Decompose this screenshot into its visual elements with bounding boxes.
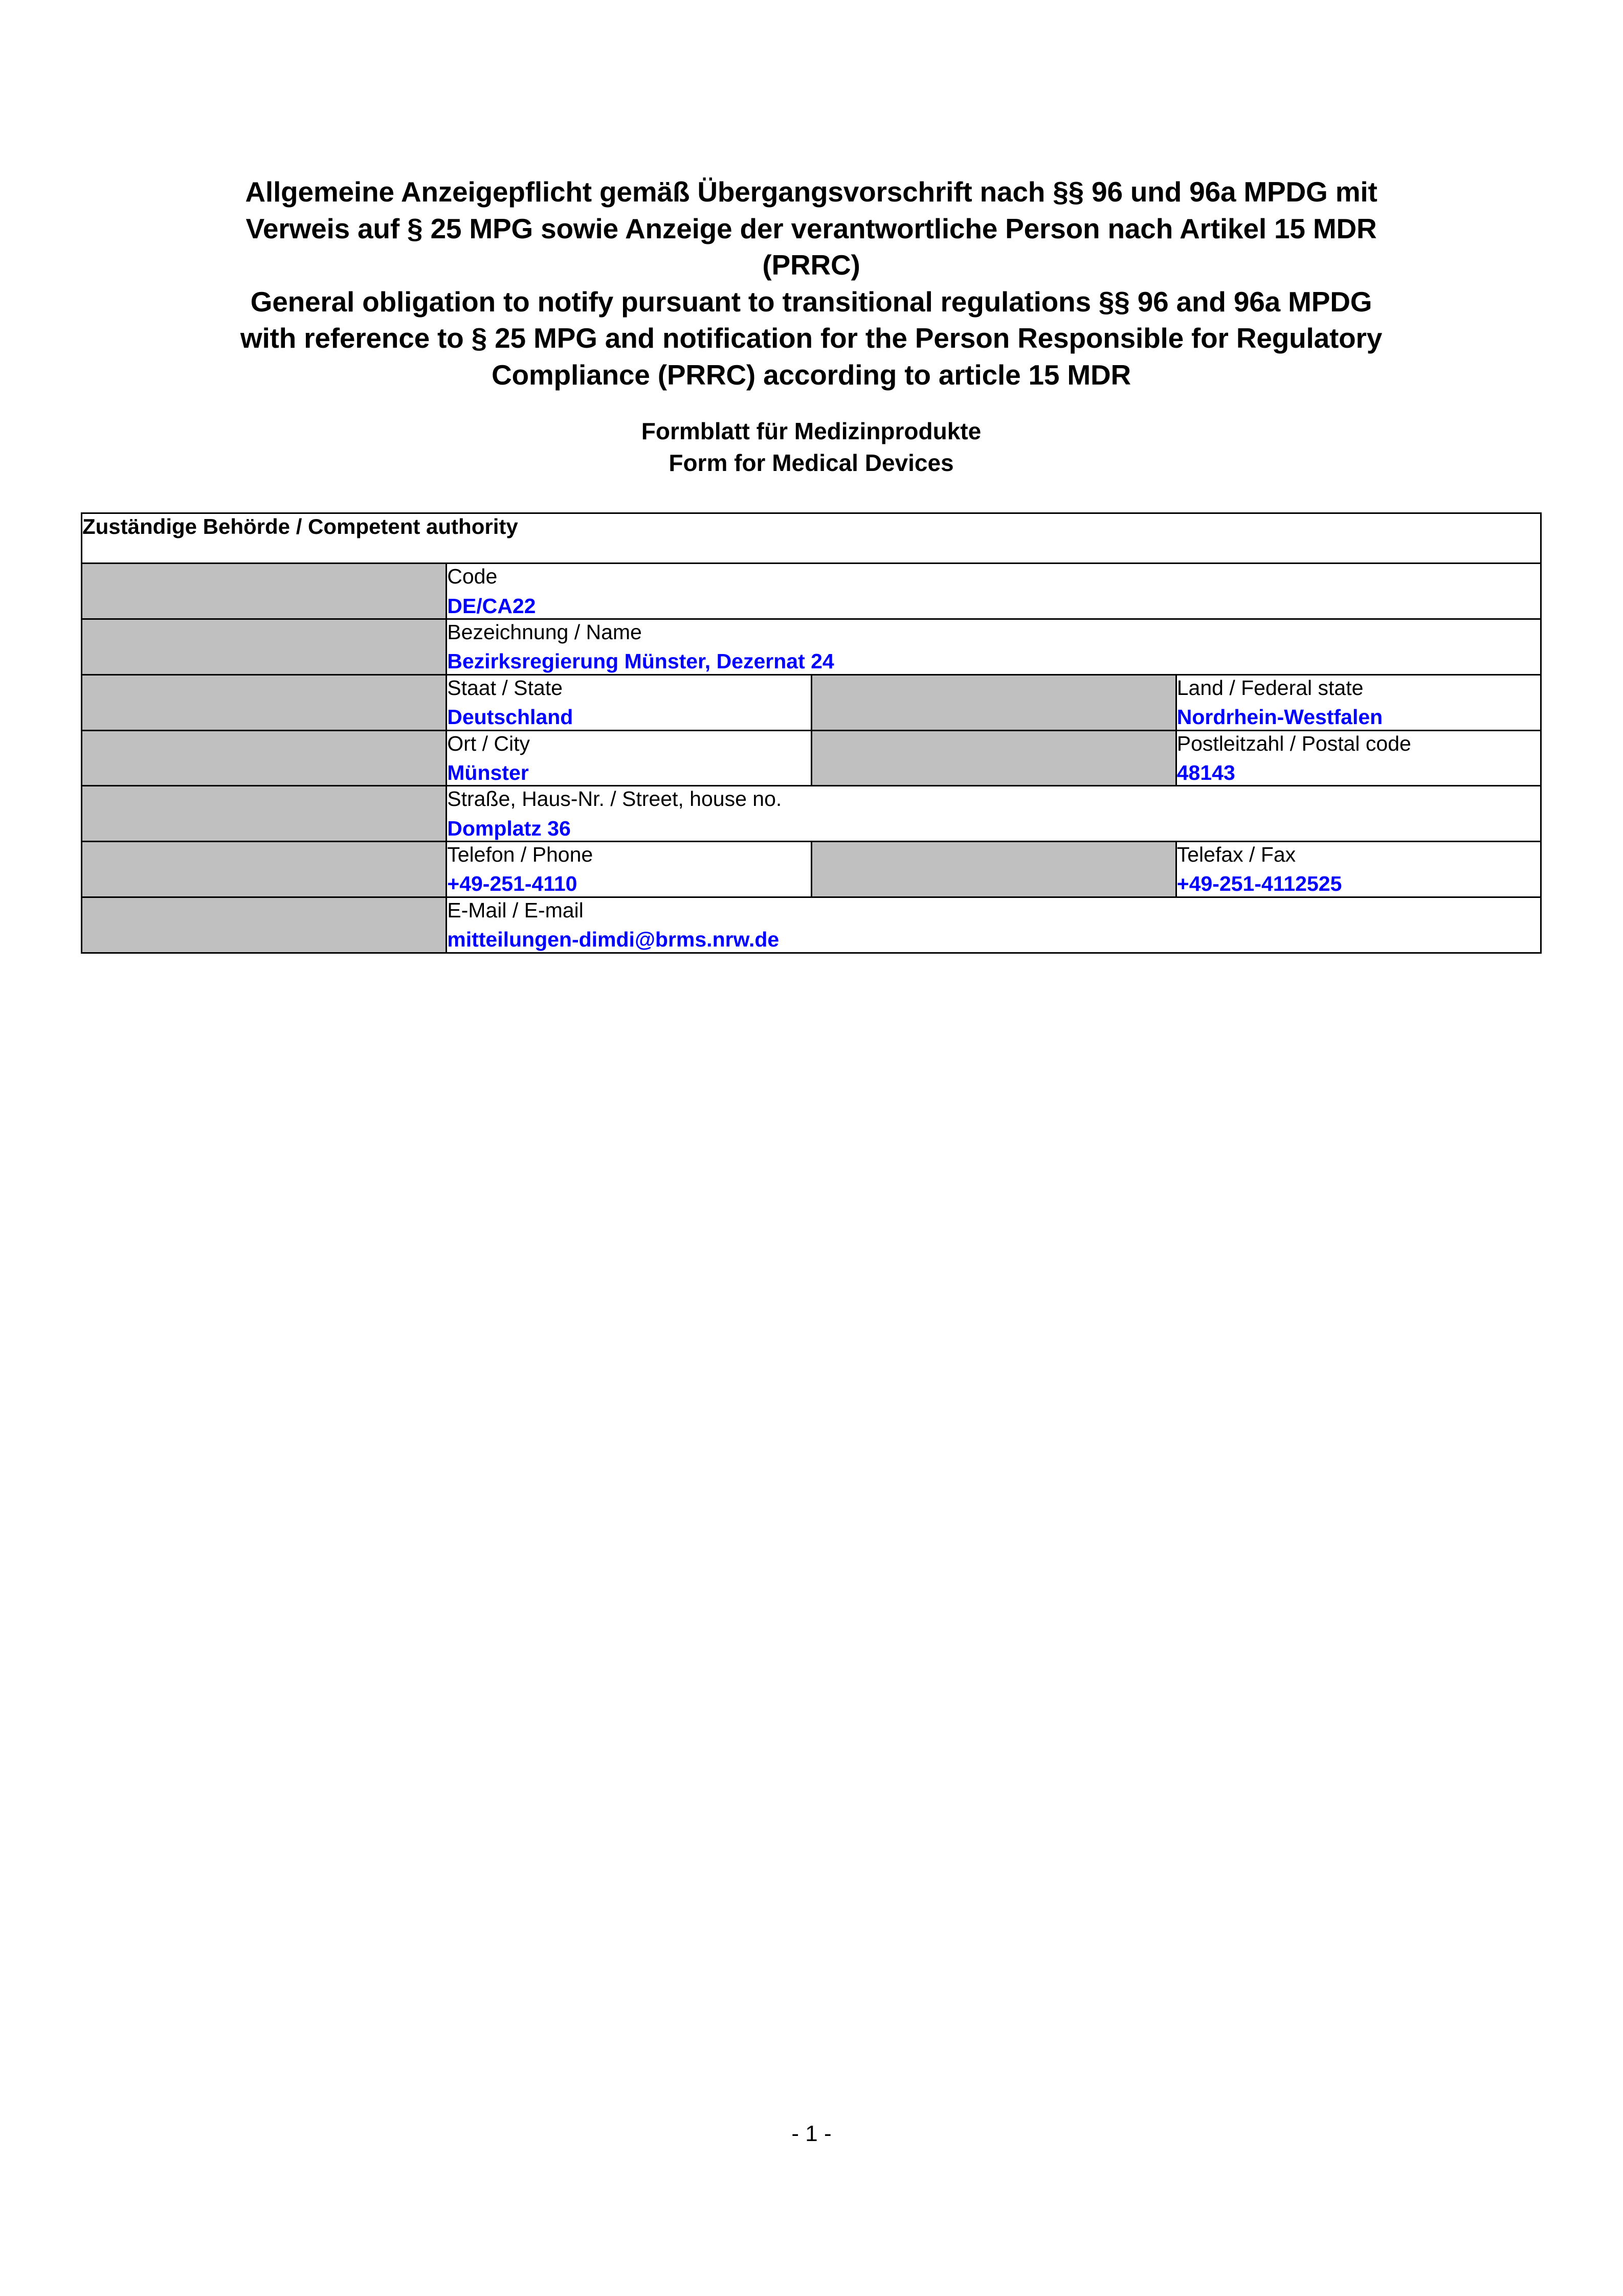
row-marker bbox=[82, 619, 447, 675]
row-marker bbox=[811, 842, 1176, 897]
field-value: Domplatz 36 bbox=[447, 816, 571, 840]
row-marker bbox=[82, 842, 447, 897]
field-label: Ort / City bbox=[447, 731, 530, 755]
field-street[interactable] bbox=[447, 786, 1541, 842]
field-value: Bezirksregierung Münster, Dezernat 24 bbox=[447, 649, 834, 673]
table-row bbox=[82, 564, 1541, 619]
field-value: Nordrhein-Westfalen bbox=[1176, 705, 1383, 729]
field-label: Telefax / Fax bbox=[1176, 843, 1296, 866]
table-row bbox=[82, 842, 1541, 897]
table-row bbox=[82, 619, 1541, 675]
row-marker bbox=[811, 674, 1176, 730]
table-row bbox=[82, 786, 1541, 842]
field-label: Straße, Haus-Nr. / Street, house no. bbox=[447, 787, 782, 811]
title-de-line-2: Verweis auf § 25 MPG sowie Anzeige der verantwortliche Person nach Artikel 15 MDR bbox=[246, 212, 1377, 244]
field-fax[interactable] bbox=[1176, 842, 1541, 897]
row-marker bbox=[82, 786, 447, 842]
section-heading-cell bbox=[82, 513, 1541, 564]
table-header-row bbox=[82, 513, 1541, 564]
field-value: +49-251-4110 bbox=[447, 872, 577, 896]
field-city[interactable] bbox=[447, 730, 811, 786]
field-value: 48143 bbox=[1176, 760, 1235, 784]
field-value: +49-251-4112525 bbox=[1176, 872, 1342, 896]
competent-authority-table bbox=[81, 512, 1542, 953]
field-state[interactable] bbox=[447, 674, 811, 730]
row-marker bbox=[82, 730, 447, 786]
field-label: Bezeichnung / Name bbox=[447, 620, 642, 644]
title-en-line-3: Compliance (PRRC) according to article 15 MDR bbox=[491, 358, 1131, 391]
title-en-line-1: General obligation to notify pursuant to transitional regulations §§ 96 and 96a MPDG bbox=[250, 285, 1372, 318]
field-value: mitteilungen-dimdi@brms.nrw.de bbox=[447, 928, 780, 952]
row-marker bbox=[811, 730, 1176, 786]
title-de-line-1: Allgemeine Anzeigepflicht gemäß Übergangsvorschrift nach §§ 96 und 96a MPDG mit bbox=[245, 176, 1377, 208]
field-label: Land / Federal state bbox=[1176, 676, 1364, 700]
row-marker bbox=[82, 564, 447, 619]
field-value: Deutschland bbox=[447, 705, 573, 729]
field-value: DE/CA22 bbox=[447, 594, 536, 618]
document-subtitle bbox=[81, 416, 1542, 479]
document-title bbox=[81, 174, 1542, 393]
page-content bbox=[81, 0, 1542, 954]
field-phone[interactable] bbox=[447, 842, 811, 897]
field-postal-code[interactable] bbox=[1176, 730, 1541, 786]
field-name[interactable] bbox=[447, 619, 1541, 675]
subtitle-en: Form for Medical Devices bbox=[669, 449, 954, 476]
row-marker bbox=[82, 897, 447, 953]
title-en-line-2: with reference to § 25 MPG and notification for the Person Responsible for Regulatory bbox=[240, 322, 1383, 354]
field-email[interactable] bbox=[447, 897, 1541, 953]
field-label: Postleitzahl / Postal code bbox=[1176, 731, 1411, 755]
field-value: Münster bbox=[447, 760, 529, 784]
field-label: Telefon / Phone bbox=[447, 843, 593, 866]
table-row bbox=[82, 897, 1541, 953]
page-number: - 1 - bbox=[791, 2121, 832, 2146]
field-label: Code bbox=[447, 565, 498, 589]
field-label: Staat / State bbox=[447, 676, 563, 700]
field-label: E-Mail / E-mail bbox=[447, 898, 584, 922]
row-marker bbox=[82, 674, 447, 730]
section-heading: Zuständige Behörde / Competent authority bbox=[82, 514, 518, 539]
table-row bbox=[82, 730, 1541, 786]
field-federal-state[interactable] bbox=[1176, 674, 1541, 730]
title-de-line-3: (PRRC) bbox=[762, 249, 860, 281]
table-row bbox=[82, 674, 1541, 730]
subtitle-de: Formblatt für Medizinprodukte bbox=[641, 418, 982, 444]
field-code[interactable] bbox=[447, 564, 1541, 619]
